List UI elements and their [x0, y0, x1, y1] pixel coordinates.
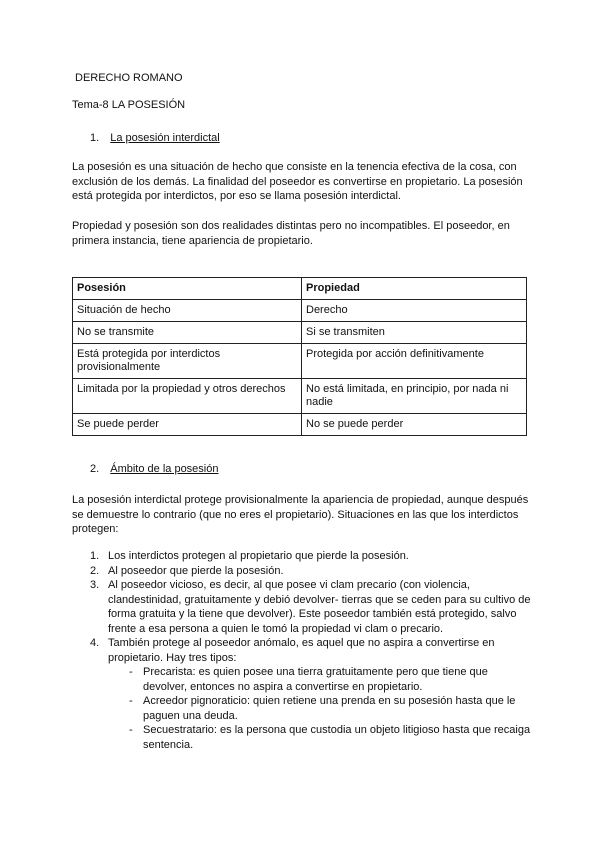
table-row	[73, 414, 527, 436]
item-text: Los interdictos protegen al propietario que pierde la posesión.	[108, 550, 409, 562]
sub-list-item	[108, 665, 532, 694]
sub-list	[72, 665, 532, 752]
table-row	[73, 322, 527, 344]
paragraph: La posesión interdictal protege provisionalmente la apariencia de propiedad, aunque después se demuestre lo contrario (que no eres el propietario). Situaciones en las que los interdictos protegen:	[72, 494, 529, 535]
item-number: 4.	[90, 637, 100, 649]
sub-list-item	[108, 694, 532, 723]
table-cell: Se puede perder	[73, 414, 302, 436]
table-cell: Protegida por acción definitivamente	[302, 344, 527, 379]
item-text: También protege al poseedor anómalo, es aquel que no aspira a convertirse en propietario. Hay tres tipos:	[108, 637, 495, 664]
section-title: La posesión interdictal	[110, 132, 220, 144]
item-text: Al poseedor vicioso, es decir, al que posee vi clam precario (con violencia, clandestinidad, gratuitamente y debió devolver- tierras que se ceden para su cultivo de forma gratuita y la tiene que devolver). Este poseedor también está protegido, salvo frente a esa persona a quien le tomó la propiedad vi clam o precario.	[108, 579, 531, 635]
sub-list-item	[108, 723, 532, 752]
table-row	[73, 300, 527, 322]
sub-item-text: Secuestratario: es la persona que custodia un objeto litigioso hasta que recaiga sentencia.	[143, 724, 531, 751]
table-cell: No está limitada, en principio, por nada ni nadie	[302, 379, 527, 414]
table-cell: No se puede perder	[302, 414, 527, 436]
item-number: 3.	[90, 579, 100, 591]
list-item	[72, 578, 532, 636]
section-2-heading	[90, 462, 218, 477]
dash-bullet: -	[129, 666, 133, 678]
table-cell: Limitada por la propiedad y otros derechos	[73, 379, 302, 414]
item-number: 2.	[90, 564, 100, 577]
document-title: DERECHO ROMANO	[75, 72, 183, 84]
topic-title: Tema-8 LA POSESIÓN	[72, 99, 186, 111]
section-title: Ámbito de la posesión	[110, 463, 219, 475]
section-1-heading	[90, 131, 220, 146]
list-item	[72, 549, 532, 564]
table-row	[73, 379, 527, 414]
section-number: 1.	[90, 132, 100, 144]
table-header-row	[73, 278, 527, 300]
list-item	[72, 636, 532, 752]
dash-bullet: -	[129, 724, 133, 736]
section-number: 2.	[90, 463, 100, 475]
paragraph: Propiedad y posesión son dos realidades distintas pero no incompatibles. El poseedor, en primera instancia, tiene apariencia de propietario.	[72, 220, 510, 247]
sub-item-text: Acreedor pignoraticio: quien retiene una prenda en su posesión hasta que le paguen una deuda.	[143, 695, 516, 722]
numbered-list	[72, 549, 532, 752]
table-cell: Si se transmiten	[302, 322, 527, 344]
item-text: Al poseedor que pierde la posesión.	[108, 564, 284, 577]
dash-bullet: -	[129, 695, 133, 707]
column-header: Propiedad	[302, 278, 527, 300]
table-cell: Situación de hecho	[73, 300, 302, 322]
sub-item-text: Precarista: es quien posee una tierra gratuitamente pero que tiene que devolver, entonces no aspira a convertirse en propietario.	[143, 666, 488, 693]
comparison-table	[72, 277, 527, 436]
item-number: 1.	[90, 550, 100, 562]
table-cell: Derecho	[302, 300, 527, 322]
paragraph: La posesión es una situación de hecho que consiste en la tenencia efectiva de la cosa, con exclusión de los demás. La finalidad del poseedor es convertirse en propietario. La posesión está protegida por interdictos, por eso se llama posesión interdictal.	[72, 161, 523, 202]
table-row	[73, 344, 527, 379]
table-cell: No se transmite	[73, 322, 302, 344]
list-item	[72, 564, 532, 579]
column-header: Posesión	[73, 278, 302, 300]
table-cell: Está protegida por interdictos provisionalmente	[73, 344, 302, 379]
